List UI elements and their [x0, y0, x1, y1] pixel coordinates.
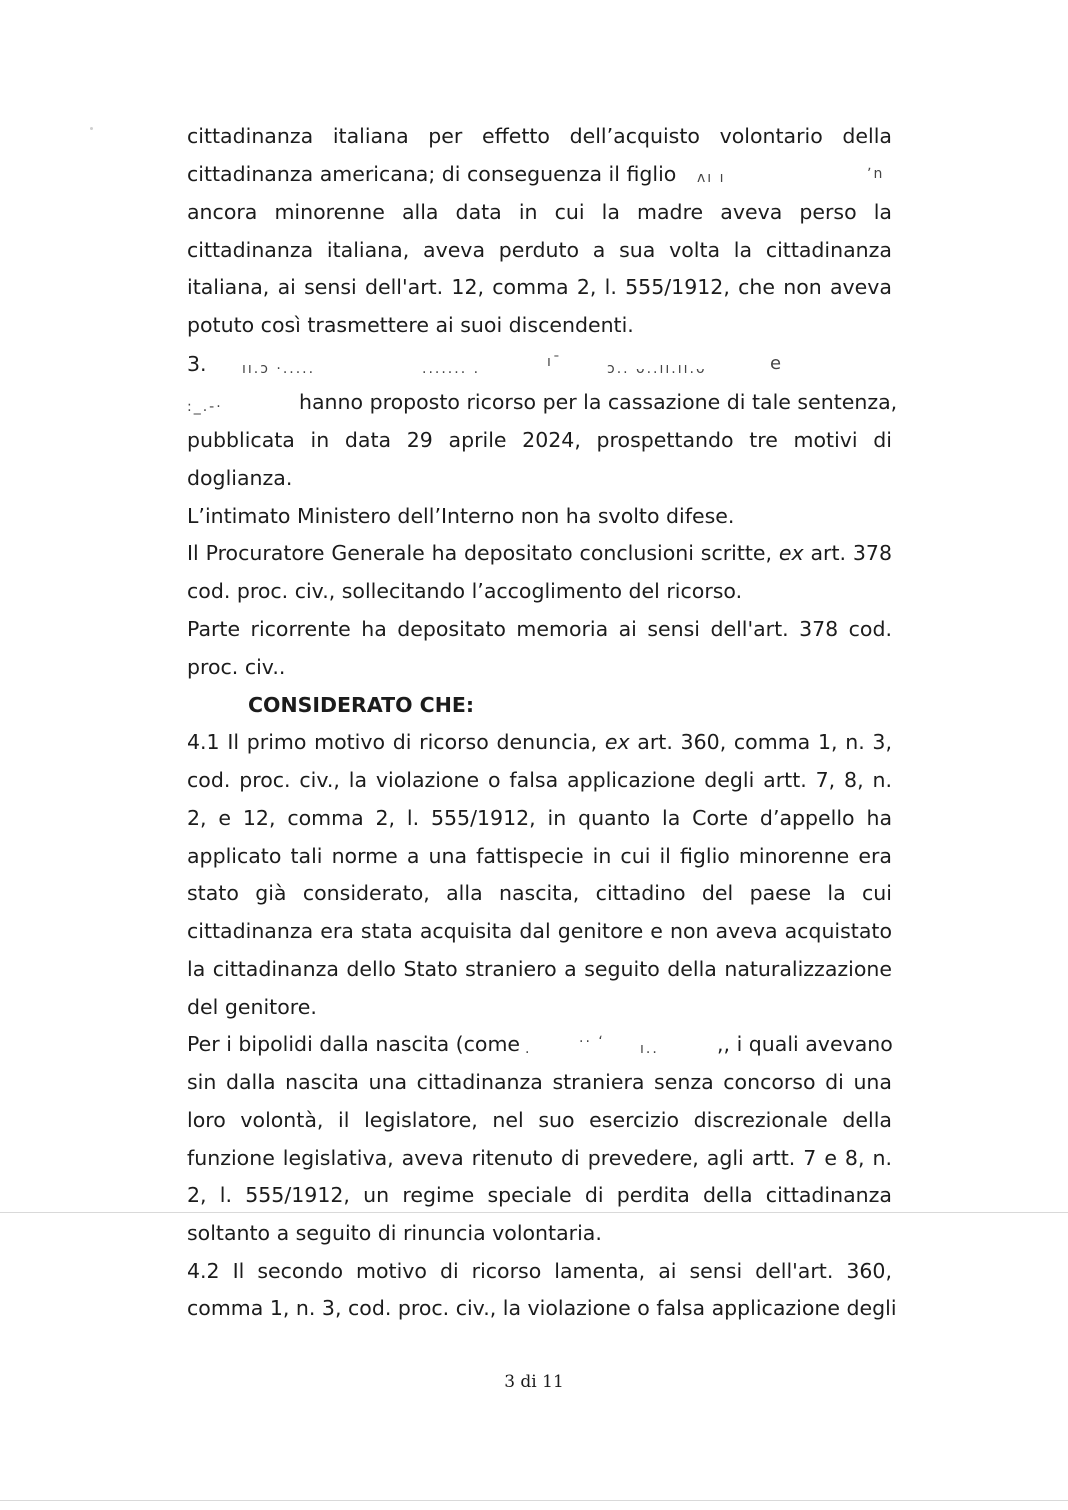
section-heading: CONSIDERATO CHE: — [248, 693, 475, 717]
text-line: la cittadinanza dello Stato straniero a seguito della naturalizzazione — [187, 957, 892, 981]
scan-speck — [90, 127, 93, 130]
text-line: 4.1 Il primo motivo di ricorso denuncia, ex art. 360, comma 1, n. 3, — [187, 730, 892, 754]
text-line: soltanto a seguito di rinuncia volontaria. — [187, 1221, 602, 1245]
text-line: comma 1, n. 3, cod. proc. civ., la violazione o falsa applicazione degli — [187, 1296, 897, 1320]
text-line: ancora minorenne alla data in cui la madre aveva perso la — [187, 200, 892, 224]
text-line: funzione legislativa, aveva ritenuto di prevedere, agli artt. 7 e 8, n. — [187, 1146, 892, 1170]
redaction-artifact: ʼn — [867, 166, 885, 182]
scan-fold-line — [0, 1212, 1068, 1213]
text-line: cittadinanza americana; di conseguenza il figlio ʌı ı ʼn — [187, 161, 892, 187]
page-number: 3 di 11 — [504, 1372, 564, 1392]
text-line: 3. ıı.ɔ ·..... ....... . ıˉ ɔ.. ᴗ..ıı.ıı.ᴗ e — [187, 351, 892, 377]
text-line: cod. proc. civ., la violazione o falsa applicazione degli artt. 7, 8, n. — [187, 768, 892, 792]
text-line: proc. civ.. — [187, 655, 286, 679]
text-line: applicato tali norme a una fattispecie in cui il figlio minorenne era — [187, 844, 892, 868]
redaction-artifact: ....... . — [422, 361, 481, 377]
text-line: cod. proc. civ., sollecitando l’accoglimento del ricorso. — [187, 579, 743, 603]
redaction-artifact: e — [770, 353, 784, 374]
document-page: cittadinanza italiana per effetto dell’acquisto volontario della cittadinanza americana; di conseguenza il figlio ʌı ı ʼn ancora minorenne alla data in cui la madre aveva perso la cittadinanza italiana, aveva perduto a sua volta la cittadinanza italiana, ai sensi dell'art. 12, comma 2, l. 555/1912, che non aveva potuto così trasmettere ai suoi discendenti. 3. ıı.ɔ ·..... ....... . ıˉ ɔ.. ᴗ..ıı.ıı.ᴗ e :_.-· hanno proposto ricorso per la cassazione di tale sentenza, pubblicata in data 29 aprile 2024, prospettando tre motivi di doglianza. L’intimato Ministero dell’Interno non ha svolto difese. Il Procuratore Generale ha depositato conclusioni scritte, ex art. 378 cod. proc. civ., sollecitando l’accoglimento del ricorso. Parte ricorrente ha depositato memoria ai sensi dell'art. 378 cod. proc. civ.. CONSIDERATO CHE: 4.1 Il primo motivo di ricorso denuncia, ex art. 360, comma 1, n. 3, cod. proc. civ., la violazione o falsa applicazione degli artt. 7, 8, n. 2, e 12, comma 2, l. 555/1912, in quanto la Corte d’appello ha applicato tali norme a una fattispecie in cui il figlio minorenne era stato già considerato, alla nascita, cittadino del paese la cui cittadinanza era stata acquisita dal genitore e non aveva acquistato la cittadinanza dello Stato straniero a seguito della naturalizzazione del genitore. Per i bipolidi dalla nascita (come . ·· ʻ ı.. ,, i quali avevano sin dalla nascita una cittadinanza straniera senza concorso di una loro volontà, il legislatore, nel suo esercizio discrezionale della funzione legislativa, aveva ritenuto di prevedere, agli artt. 7 e 8, n. 2, l. 555/1912, un regime speciale di perdita della cittadinanza soltanto a seguito di rinuncia volontaria. 4.2 Il secondo motivo di ricorso lamenta, ai sensi dell'art. 360, comma 1, n. 3, cod. proc. civ., la violazione o falsa applicazione degli 3 di 11 — [0, 0, 1068, 1510]
redaction-artifact: ʌı ı — [697, 170, 726, 186]
text-line: Per i bipolidi dalla nascita (come . ·· ʻ ı.. ,, i quali avevano — [187, 1031, 892, 1057]
text-line: italiana, ai sensi dell'art. 12, comma 2, l. 555/1912, che non aveva — [187, 275, 892, 299]
redaction-artifact: ı.. — [640, 1041, 659, 1057]
text-line: cittadinanza italiana per effetto dell’acquisto volontario della — [187, 124, 892, 148]
text-line: Parte ricorrente ha depositato memoria ai sensi dell'art. 378 cod. — [187, 617, 892, 641]
redaction-artifact: ·· ʻ — [579, 1034, 605, 1050]
redaction-artifact: ıˉ — [547, 354, 562, 370]
text-line: del genitore. — [187, 995, 317, 1019]
text-line: 4.2 Il secondo motivo di ricorso lamenta, ai sensi dell'art. 360, — [187, 1259, 892, 1283]
redaction-artifact: . — [525, 1041, 532, 1057]
text-line: cittadinanza era stata acquisita dal genitore e non aveva acquistato — [187, 919, 892, 943]
text-line: 2, e 12, comma 2, l. 555/1912, in quanto la Corte d’appello ha — [187, 806, 892, 830]
redaction-artifact: :_.-· — [187, 399, 223, 415]
redaction-artifact: ıı.ɔ ·..... — [242, 361, 316, 377]
text-line: loro volontà, il legislatore, nel suo esercizio discrezionale della — [187, 1108, 892, 1132]
text-line: sin dalla nascita una cittadinanza straniera senza concorso di una — [187, 1070, 892, 1094]
text-line: Il Procuratore Generale ha depositato conclusioni scritte, ex art. 378 — [187, 541, 892, 565]
text-line: 2, l. 555/1912, un regime speciale di perdita della cittadinanza — [187, 1183, 892, 1207]
text-line: cittadinanza italiana, aveva perduto a sua volta la cittadinanza — [187, 238, 892, 262]
redaction-artifact: ɔ.. ᴗ..ıı.ıı.ᴗ — [607, 361, 707, 377]
text-line: potuto così trasmettere ai suoi discendenti. — [187, 313, 634, 337]
text-line: pubblicata in data 29 aprile 2024, prospettando tre motivi di — [187, 428, 892, 452]
text-line: doglianza. — [187, 466, 293, 490]
text-line: L’intimato Ministero dell’Interno non ha svolto difese. — [187, 504, 735, 528]
scan-edge-line — [0, 1500, 1068, 1501]
text-line: stato già considerato, alla nascita, cittadino del paese la cui — [187, 881, 892, 905]
